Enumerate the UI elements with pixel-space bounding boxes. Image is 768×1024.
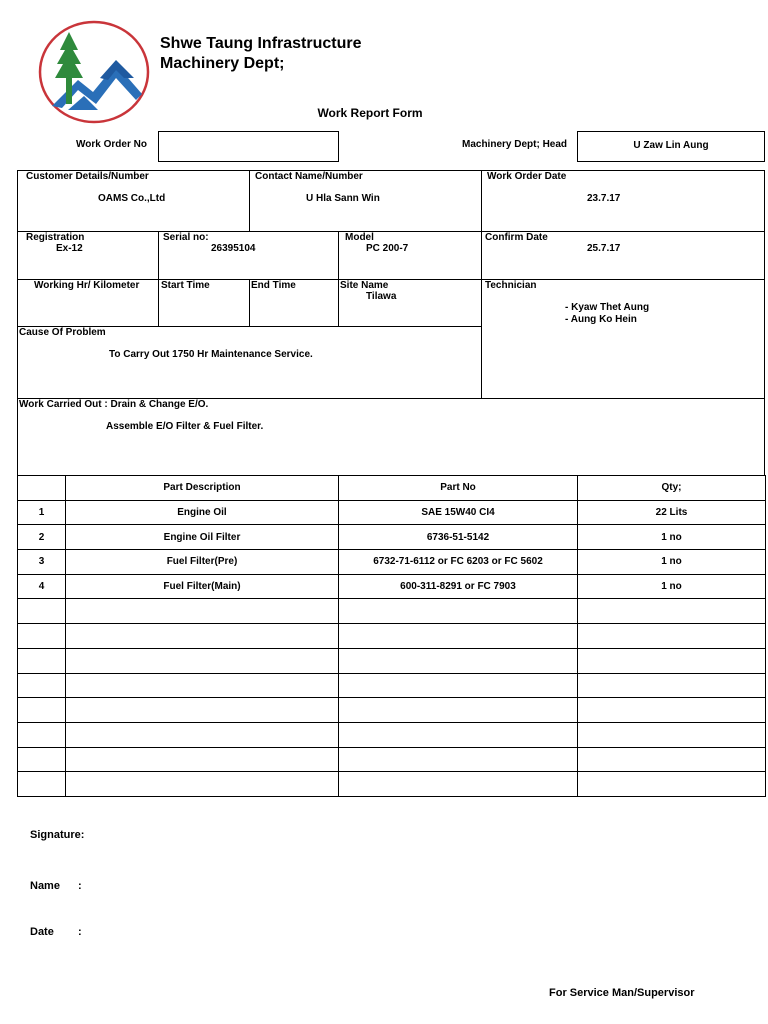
work-carried-label: Work Carried Out : Drain & Change E/O. [19,399,209,410]
work-carried-value: Assemble E/O Filter & Fuel Filter. [106,421,264,432]
table-row [18,673,766,698]
table-cell [66,747,339,772]
name-colon: : [78,880,82,892]
table-row [18,698,766,723]
grid-divider [481,170,482,398]
contact-value: U Hla Sann Win [306,193,380,204]
parts-header-row [18,476,766,501]
table-row [18,525,766,550]
technician-1: - Kyaw Thet Aung [565,302,650,313]
dept-head-value: U Zaw Lin Aung [633,140,709,151]
table-cell: 1 no [578,525,766,550]
table-cell [66,722,339,747]
table-cell: 1 no [578,574,766,599]
company-logo [38,20,150,124]
table-cell [66,648,339,673]
table-cell [339,673,578,698]
table-row [18,574,766,599]
table-cell: Fuel Filter(Pre) [66,550,339,575]
signature-label: Signature: [30,829,85,841]
work-order-no-field[interactable] [158,131,339,162]
date-colon: : [78,926,82,938]
table-cell: SAE 15W40 CI4 [339,500,578,525]
table-row [18,747,766,772]
registration-value: Ex-12 [56,243,83,254]
parts-header-cell: Part Description [66,476,339,501]
table-cell [339,599,578,624]
table-cell: 6736-51-5142 [339,525,578,550]
table-cell [66,599,339,624]
table-cell [578,722,766,747]
confirm-date-value: 25.7.17 [587,243,621,254]
serial-value: 26395104 [211,243,256,254]
end-time-label: End Time [251,280,296,291]
table-cell [339,648,578,673]
table-cell: 6732-71-6112 or FC 6203 or FC 5602 [339,550,578,575]
technician-label: Technician [485,280,537,291]
work-order-date-value: 23.7.17 [587,193,621,204]
table-row [18,550,766,575]
grid-divider [338,231,339,326]
table-cell [339,772,578,797]
table-row [18,624,766,649]
parts-header-cell: Part No [339,476,578,501]
work-order-date-label: Work Order Date [487,171,567,182]
table-cell [578,624,766,649]
form-title: Work Report Form [317,106,423,120]
table-row [18,648,766,673]
table-cell [339,722,578,747]
serial-label: Serial no: [163,232,209,243]
model-value: PC 200-7 [366,243,409,254]
table-cell [578,772,766,797]
table-cell [339,698,578,723]
table-cell [18,648,66,673]
table-cell [18,722,66,747]
table-cell [578,698,766,723]
confirm-date-label: Confirm Date [485,232,548,243]
organization-name: Shwe Taung Infrastructure [160,35,362,52]
grid-divider [158,231,159,326]
table-cell [18,772,66,797]
customer-value: OAMS Co.,Ltd [98,193,166,204]
grid-divider [249,170,250,231]
date-label: Date [30,926,54,938]
registration-label: Registration [26,232,85,243]
table-row [18,599,766,624]
table-cell [66,772,339,797]
table-cell [18,599,66,624]
parts-header-cell: Qty; [578,476,766,501]
table-row [18,722,766,747]
table-cell [66,698,339,723]
contact-label: Contact Name/Number [255,171,363,182]
parts-table [17,475,766,797]
table-cell [578,599,766,624]
table-cell [18,747,66,772]
table-cell [18,698,66,723]
table-cell: 1 no [578,550,766,575]
work-order-no-label: Work Order No [76,139,147,150]
table-cell [18,673,66,698]
site-name-value: Tilawa [366,291,397,302]
model-label: Model [345,232,374,243]
table-cell [578,648,766,673]
table-cell [339,747,578,772]
site-name-label: Site Name [340,280,389,291]
grid-divider [249,279,250,326]
table-cell: Fuel Filter(Main) [66,574,339,599]
working-hr-label: Working Hr/ Kilometer [34,280,140,291]
table-cell [66,624,339,649]
table-row [18,772,766,797]
technician-2: - Aung Ko Hein [565,314,637,325]
dept-head-field[interactable] [577,131,765,162]
department-name: Machinery Dept; [160,55,285,72]
table-cell [578,673,766,698]
table-cell [18,624,66,649]
table-cell: 4 [18,574,66,599]
table-cell: 1 [18,500,66,525]
service-man-label: For Service Man/Supervisor [549,987,695,999]
table-cell: 600-311-8291 or FC 7903 [339,574,578,599]
table-row [18,500,766,525]
parts-header-cell [18,476,66,501]
table-cell: 3 [18,550,66,575]
table-cell: 2 [18,525,66,550]
table-cell [339,624,578,649]
dept-head-label: Machinery Dept; Head [462,139,568,150]
cause-value: To Carry Out 1750 Hr Maintenance Service. [109,349,313,360]
table-cell: 22 Lits [578,500,766,525]
table-cell [66,673,339,698]
grid-divider [17,231,765,232]
start-time-label: Start Time [161,280,210,291]
table-cell: Engine Oil [66,500,339,525]
customer-label: Customer Details/Number [26,171,149,182]
table-cell [578,747,766,772]
cause-label: Cause Of Problem [19,327,106,338]
name-label: Name [30,880,60,892]
table-cell: Engine Oil Filter [66,525,339,550]
